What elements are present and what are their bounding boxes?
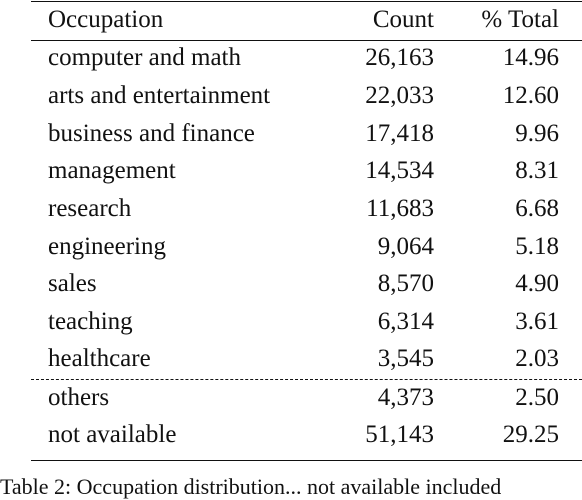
row-occupation: business and finance (48, 120, 255, 147)
row-pct: 3.61 (515, 308, 559, 335)
table-row (31, 229, 582, 265)
row-count: 51,143 (365, 421, 434, 448)
row-count: 9,064 (377, 233, 434, 260)
table-row (31, 116, 582, 152)
row-occupation: healthcare (48, 345, 151, 372)
row-occupation: not available (48, 421, 177, 448)
row-occupation: arts and entertainment (48, 82, 271, 109)
table-header-row (31, 2, 582, 38)
header-occupation: Occupation (48, 6, 164, 33)
row-occupation: computer and math (48, 44, 241, 71)
header-count: Count (372, 6, 434, 33)
row-pct: 6.68 (515, 195, 559, 222)
table-bottom-rule (31, 460, 582, 461)
row-pct: 29.25 (502, 421, 559, 448)
row-pct: 4.90 (515, 270, 559, 297)
row-pct: 5.18 (515, 233, 559, 260)
header-pct-total: % Total (481, 6, 559, 33)
row-pct: 2.50 (515, 384, 559, 411)
table-row (31, 153, 582, 189)
row-occupation: others (48, 384, 110, 411)
table-row (31, 266, 582, 302)
row-count: 11,683 (366, 195, 434, 222)
row-occupation: research (48, 195, 132, 222)
row-occupation: sales (48, 270, 97, 297)
row-pct: 2.03 (515, 345, 559, 372)
row-count: 26,163 (365, 44, 434, 71)
table-row (31, 191, 582, 227)
row-count: 8,570 (377, 270, 434, 297)
row-pct: 8.31 (515, 157, 559, 184)
row-count: 14,534 (365, 157, 434, 184)
row-count: 3,545 (377, 345, 434, 372)
row-count: 17,418 (365, 120, 434, 147)
row-count: 22,033 (365, 82, 434, 109)
table-row (31, 380, 582, 416)
row-occupation: engineering (48, 233, 167, 260)
row-pct: 12.60 (502, 82, 559, 109)
table-row (31, 40, 582, 76)
row-occupation: teaching (48, 308, 133, 335)
row-pct: 14.96 (502, 44, 559, 71)
table-caption: Table 2: Occupation distribution... not available included (0, 474, 502, 499)
row-count: 4,373 (377, 384, 434, 411)
row-pct: 9.96 (515, 120, 559, 147)
table-row (31, 341, 582, 377)
table-row (31, 304, 582, 340)
table-row (31, 78, 582, 114)
row-count: 6,314 (377, 308, 434, 335)
row-occupation: management (48, 157, 176, 184)
table-row (31, 417, 582, 453)
